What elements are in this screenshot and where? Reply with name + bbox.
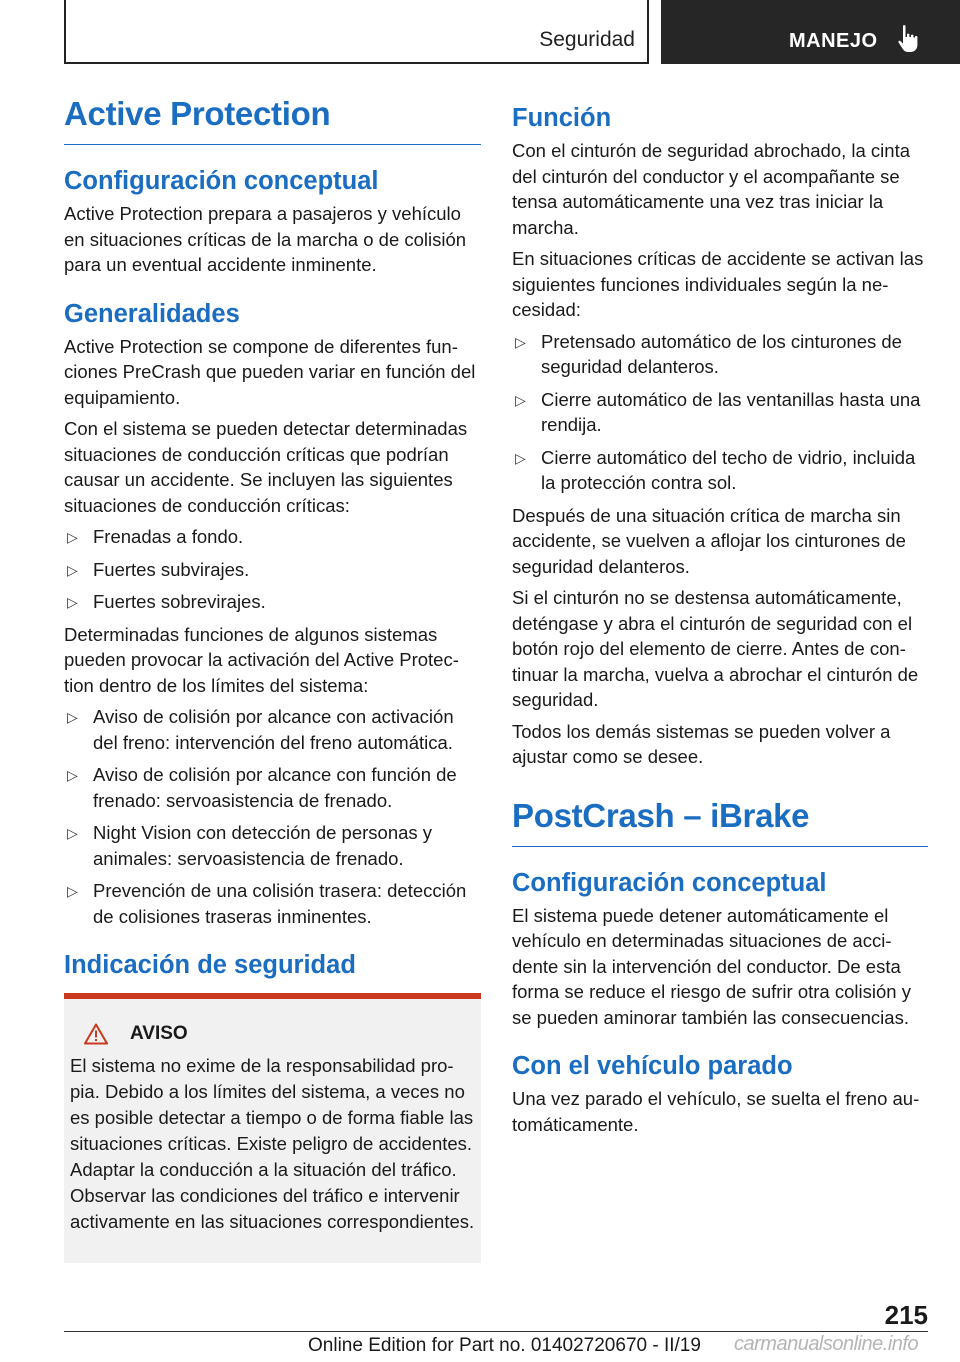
- list-item: ▷ Pretensado automático de los cinturones de seguridad delanteros.: [515, 330, 902, 378]
- list-item: ▷ Fuertes sobrevirajes.: [64, 589, 481, 615]
- bullet-triangle-icon: ▷: [515, 333, 526, 350]
- title-active-protection: Active Protection: [64, 96, 481, 145]
- list-item: ▷ Frenadas a fondo.: [64, 524, 481, 550]
- paragraph: El sistema puede detener automáticamente el vehículo en determinadas situaciones de accidente sin la intervención del conductor. De esta forma se reduce el riesgo de sufrir otra colisión y se pueden aminorar también las consecuencias.: [512, 904, 911, 1028]
- section-funcion: [512, 104, 928, 770]
- section-generalidades: [64, 300, 481, 930]
- footer-edition: Online Edition for Part no. 01402720670 - II/19: [308, 1335, 701, 1356]
- paragraph: Determinadas funciones de algunos sistemas pueden provocar la activación del Active Protection dentro de los límites del sistema:: [64, 623, 459, 696]
- list-item: ▷ Cierre automático del techo de vidrio, incluida la protección contra sol.: [515, 446, 916, 494]
- section-vehiculo-parado: [512, 1052, 928, 1137]
- section-label: Seguridad: [539, 28, 635, 51]
- paragraph: Con el cinturón de seguridad abrochado, la cinta del cinturón del conductor y el acompañante se tensa automáticamente una vez tras iniciar la marcha.: [512, 140, 911, 238]
- bullet-triangle-icon: ▷: [67, 594, 78, 611]
- bullet-triangle-icon: ▷: [67, 709, 78, 726]
- heading-funcion: Función: [512, 104, 612, 132]
- list-item: ▷ Fuertes subvirajes.: [64, 557, 481, 583]
- paragraph: Después de una situación crítica de marcha sin accidente, se vuelven a aflojar los cinturones de seguridad delanteros.: [512, 504, 906, 577]
- list-item: ▷ Cierre automático de las ventanillas hasta una rendija.: [515, 388, 921, 436]
- section-configuracion-ibrake: [512, 869, 928, 1031]
- list-item: ▷ Aviso de colisión por alcance con función de frenado: servoasistencia de frenado.: [67, 764, 457, 811]
- left-column: [64, 96, 481, 1285]
- bullet-triangle-icon: ▷: [67, 883, 78, 900]
- functions-list: [512, 329, 928, 496]
- pointing-hand-icon: [896, 24, 922, 54]
- list-item: ▷ Night Vision con detección de personas y animales: servoasistencia de frenado.: [67, 822, 433, 869]
- bullet-triangle-icon: ▷: [515, 391, 526, 408]
- systems-list: [64, 704, 481, 929]
- header-section-tab: [64, 0, 649, 64]
- bullet-triangle-icon: ▷: [67, 529, 78, 546]
- paragraph: Todos los demás sistemas se pueden volver a ajustar como se desee.: [512, 720, 891, 768]
- bullet-triangle-icon: ▷: [515, 449, 526, 466]
- heading-configuracion: Configuración conceptual: [64, 167, 379, 196]
- section-indicacion-seguridad: [64, 951, 481, 1263]
- heading-configuracion-ibrake: Configuración conceptual: [512, 868, 827, 897]
- warning-text: El sistema no exime de la responsabilidad propia. Debido a los límites del sistema, a veces no es posible detectar a tiempo o de forma fiable las situaciones críticas. Existe peligro de accidentes. Adaptar la conducción a la situación del tráfico. Observar las condiciones del tráfico e intervenir activamente en las situaciones correspondientes.: [70, 1055, 475, 1233]
- watermark-logo: carmanualsonline.info: [734, 1333, 919, 1355]
- warning-box: [64, 993, 481, 1263]
- right-column: [512, 104, 928, 1159]
- list-item: ▷ Aviso de colisión por alcance con activación del freno: intervención del freno automática.: [67, 706, 454, 753]
- title-postcrash-ibrake: PostCrash – iBrake: [512, 798, 928, 847]
- heading-indicacion-seguridad: Indicación de seguridad: [64, 951, 356, 980]
- paragraph: Active Protection se compone de diferentes funciones PreCrash que pueden variar en función del equipamiento.: [64, 335, 476, 408]
- warning-title: AVISO: [130, 1023, 188, 1045]
- bullet-triangle-icon: ▷: [67, 825, 78, 842]
- paragraph: En situaciones críticas de accidente se activan las siguientes funciones individuales según la necesidad:: [512, 248, 924, 321]
- situations-list: [64, 524, 481, 615]
- paragraph: Una vez parado el vehículo, se suelta el freno automáticamente.: [512, 1088, 920, 1135]
- chapter-label: MANEJO: [789, 30, 878, 52]
- bullet-triangle-icon: ▷: [67, 767, 78, 784]
- footer-divider: [64, 1331, 928, 1332]
- section-configuracion: [64, 167, 481, 278]
- paragraph: Con el sistema se pueden detectar determinadas situaciones de conducción críticas que podrían causar un accidente. Se incluyen las siguientes situaciones de conducción críticas:: [64, 418, 468, 516]
- heading-vehiculo-parado: Con el vehículo parado: [512, 1052, 793, 1081]
- heading-generalidades: Generalidades: [64, 299, 240, 328]
- warning-triangle-icon: [84, 1023, 108, 1045]
- bullet-triangle-icon: ▷: [67, 561, 78, 578]
- paragraph: Si el cinturón no se destensa automáticamente, deténgase y abra el cinturón de seguridad con el botón rojo del elemento de cierre. Antes de continuar la marcha, vuelva a abrochar el cinturón de seguridad.: [512, 587, 919, 711]
- page-number: 215: [884, 1300, 928, 1330]
- list-item: ▷ Prevención de una colisión trasera: detección de colisiones traseras inminentes.: [67, 880, 467, 927]
- paragraph: Active Protection prepara a pasajeros y vehículo en situaciones críticas de la marcha o de colisión para un eventual accidente inminente.: [64, 203, 467, 276]
